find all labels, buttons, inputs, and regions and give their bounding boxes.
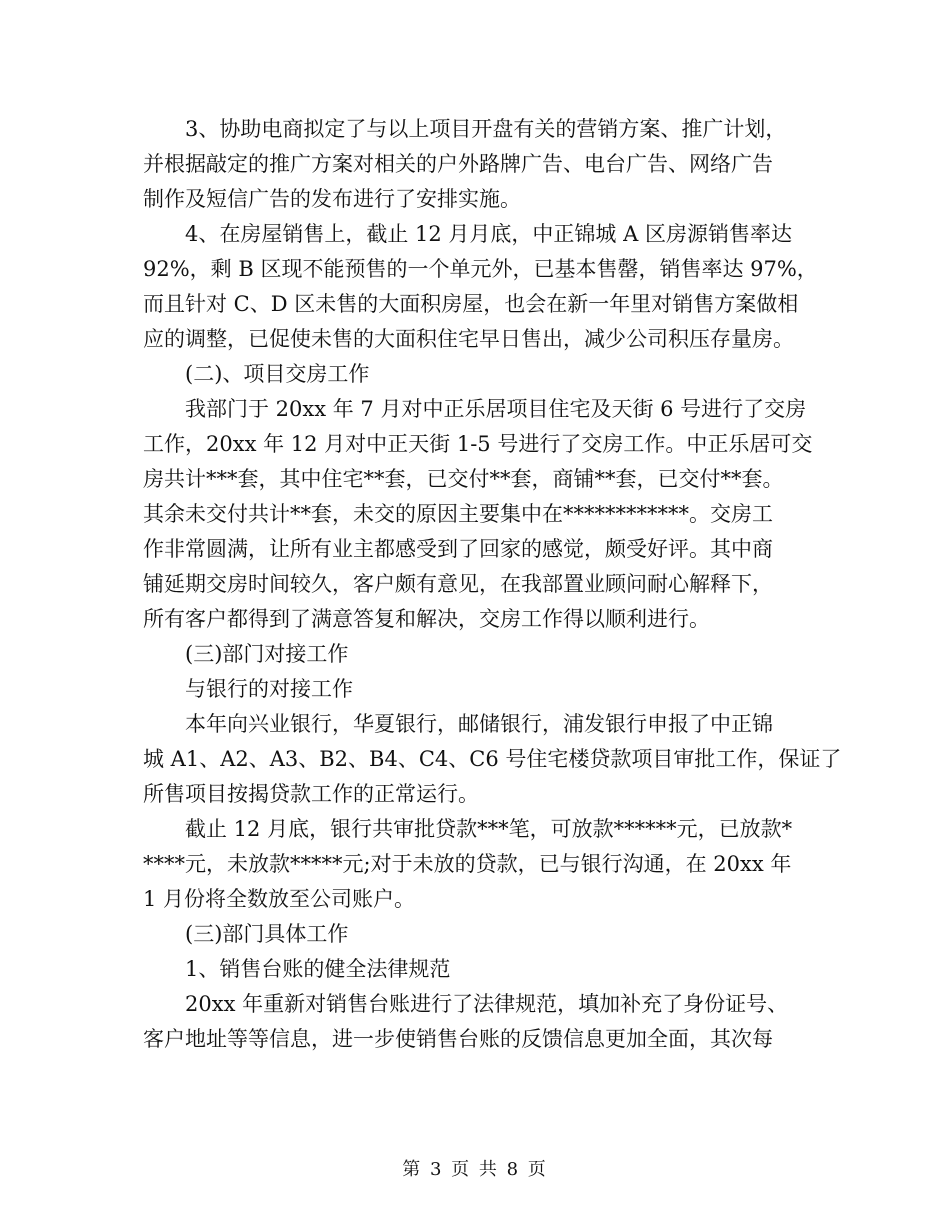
text-line: 铺延期交房时间较久，客户颇有意见，在我部置业顾问耐心解释下， <box>143 572 773 596</box>
text-line: 3、协助电商拟定了与以上项目开盘有关的营销方案、推广计划， <box>185 117 787 141</box>
text-line: 客户地址等等信息，进一步使销售台账的反馈信息更加全面，其次每 <box>143 1027 773 1051</box>
text-line: ****元，未放款*****元;对于未放的贷款，已与银行沟通，在 20xx 年 <box>143 852 792 876</box>
text-line: 92%，剩 B 区现不能预售的一个单元外，已基本售罄，销售率达 97%， <box>143 257 818 281</box>
text-line: 我部门于 20xx 年 7 月对中正乐居项目住宅及天街 6 号进行了交房 <box>185 397 807 421</box>
text-line: 工作，20xx 年 12 月对中正天街 1-5 号进行了交房工作。中正乐居可交 <box>143 432 813 456</box>
text-line: 4、在房屋销售上，截止 12 月月底，中正锦城 A 区房源销售率达 <box>185 222 792 246</box>
text-line: 与银行的对接工作 <box>185 677 353 701</box>
text-line: 并根据敲定的推广方案对相关的户外路牌广告、电台广告、网络广告 <box>143 152 773 176</box>
text-line: 而且针对 C、D 区未售的大面积房屋，也会在新一年里对销售方案做相 <box>143 292 799 316</box>
text-line: 其余未交付共计**套，未交的原因主要集中在************。交房工 <box>143 502 773 526</box>
text-line: (二)、项目交房工作 <box>185 362 370 386</box>
text-line: 所有客户都得到了满意答复和解决，交房工作得以顺利进行。 <box>143 607 710 631</box>
text-line: 所售项目按揭贷款工作的正常运行。 <box>143 782 479 806</box>
text-line: (三)部门对接工作 <box>185 642 349 666</box>
text-line: 20xx 年重新对销售台账进行了法律规范，填加补充了身份证号、 <box>185 992 789 1016</box>
text-line: 房共计***套，其中住宅**套，已交付**套，商铺**套，已交付**套。 <box>143 467 784 491</box>
text-line: 作非常圆满，让所有业主都感受到了回家的感觉，颇受好评。其中商 <box>143 537 773 561</box>
body-text <box>143 112 842 1057</box>
text-line: 城 A1、A2、A3、B2、B4、C4、C6 号住宅楼贷款项目审批工作，保证了 <box>143 747 842 771</box>
text-line: 1、销售台账的健全法律规范 <box>185 957 451 981</box>
text-line: 制作及短信广告的发布进行了安排实施。 <box>143 187 521 211</box>
text-line: 截止 12 月底，银行共审批贷款***笔，可放款******元，已放款* <box>185 817 793 841</box>
text-line: 1 月份将全数放至公司账户。 <box>143 887 416 911</box>
text-line: (三)部门具体工作 <box>185 922 349 946</box>
text-line: 应的调整，已促使未售的大面积住宅早日售出，减少公司积压存量房。 <box>143 327 794 351</box>
page-footer: 第 3 页 共 8 页 <box>402 1159 548 1180</box>
text-line: 本年向兴业银行，华夏银行，邮储银行，浦发银行申报了中正锦 <box>185 712 773 736</box>
